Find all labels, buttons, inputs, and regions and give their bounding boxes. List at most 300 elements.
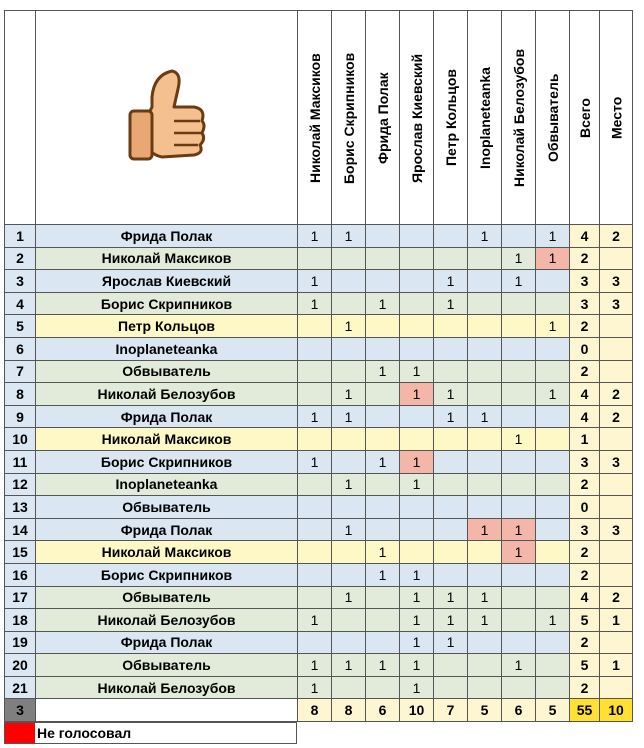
vote-cell [502, 337, 536, 360]
vote-cell: 1 [298, 225, 332, 248]
voter-header: Ярослав Киевский [400, 11, 434, 225]
table-row [5, 360, 633, 383]
footer-row [5, 699, 633, 722]
place-cell [600, 247, 633, 270]
vote-cell: 1 [434, 631, 468, 654]
vote-cell [332, 496, 366, 519]
vote-cell [366, 473, 400, 496]
footer-blank [36, 699, 298, 722]
vote-cell [298, 631, 332, 654]
vote-cell: 1 [332, 315, 366, 338]
vote-cell [434, 225, 468, 248]
legend [4, 722, 297, 744]
footer-number: 3 [5, 699, 36, 722]
participant-name: Николай Максиков [36, 247, 298, 270]
vote-cell: 1 [434, 383, 468, 406]
place-cell: 3 [600, 518, 633, 541]
vote-cell: 1 [536, 315, 570, 338]
vote-cell [366, 315, 400, 338]
vote-cell [468, 631, 502, 654]
vote-cell [502, 292, 536, 315]
table-row [5, 383, 633, 406]
vote-cell [298, 496, 332, 519]
vote-cell [468, 383, 502, 406]
participant-name: Ярослав Киевский [36, 270, 298, 293]
vote-cell [502, 563, 536, 586]
total-header: Всего [570, 11, 600, 225]
place-cell [600, 473, 633, 496]
vote-cell: 1 [434, 292, 468, 315]
voter-count: 5 [536, 699, 570, 722]
vote-cell [468, 473, 502, 496]
vote-cell: 1 [468, 225, 502, 248]
voter-header: Обвыватель [536, 11, 570, 225]
voter-header: Борис Скрипников [332, 11, 366, 225]
total-cell: 2 [570, 563, 600, 586]
vote-cell [434, 473, 468, 496]
voter-count: 7 [434, 699, 468, 722]
row-number: 13 [5, 496, 36, 519]
vote-cell: 1 [298, 450, 332, 473]
vote-cell [298, 337, 332, 360]
vote-cell: 1 [366, 541, 400, 564]
vote-cell: 1 [400, 631, 434, 654]
vote-cell: 1 [332, 586, 366, 609]
vote-cell [502, 450, 536, 473]
row-number: 18 [5, 609, 36, 632]
table-row [5, 518, 633, 541]
vote-cell [502, 676, 536, 699]
vote-cell [366, 518, 400, 541]
place-cell [600, 563, 633, 586]
participant-name: Николай Максиков [36, 541, 298, 564]
voter-count: 6 [366, 699, 400, 722]
participant-name: Николай Белозубов [36, 609, 298, 632]
vote-cell [536, 337, 570, 360]
voting-table [4, 10, 633, 722]
vote-cell [332, 428, 366, 451]
vote-cell: 1 [298, 676, 332, 699]
vote-cell: 1 [332, 473, 366, 496]
vote-cell: 1 [502, 518, 536, 541]
row-number: 19 [5, 631, 36, 654]
vote-cell: 1 [400, 360, 434, 383]
voter-header: Николай Белозубов [502, 11, 536, 225]
vote-cell [366, 496, 400, 519]
vote-cell [536, 631, 570, 654]
table-row [5, 631, 633, 654]
place-cell: 3 [600, 270, 633, 293]
vote-cell [332, 609, 366, 632]
place-cell: 3 [600, 450, 633, 473]
row-number: 10 [5, 428, 36, 451]
vote-cell: 1 [400, 563, 434, 586]
vote-cell [536, 654, 570, 677]
footer-place: 10 [600, 699, 633, 722]
participant-name: Николай Белозубов [36, 383, 298, 406]
vote-cell: 1 [400, 676, 434, 699]
vote-cell [366, 631, 400, 654]
row-number: 4 [5, 292, 36, 315]
table-row [5, 609, 633, 632]
vote-cell [434, 360, 468, 383]
vote-cell [332, 270, 366, 293]
vote-cell [536, 292, 570, 315]
vote-cell: 1 [468, 586, 502, 609]
vote-cell [298, 360, 332, 383]
total-cell: 1 [570, 428, 600, 451]
vote-cell [298, 563, 332, 586]
vote-cell [366, 586, 400, 609]
row-number: 16 [5, 563, 36, 586]
total-cell: 0 [570, 496, 600, 519]
vote-cell [502, 383, 536, 406]
vote-cell [434, 450, 468, 473]
vote-cell: 1 [332, 225, 366, 248]
vote-cell [536, 270, 570, 293]
total-cell: 4 [570, 586, 600, 609]
participant-name: Борис Скрипников [36, 450, 298, 473]
vote-cell [536, 518, 570, 541]
vote-cell [434, 654, 468, 677]
table-row [5, 225, 633, 248]
voter-header: Inoplaneteanka [468, 11, 502, 225]
place-cell: 1 [600, 609, 633, 632]
vote-cell: 1 [502, 270, 536, 293]
vote-cell: 1 [502, 654, 536, 677]
vote-cell [332, 563, 366, 586]
table-row [5, 654, 633, 677]
voter-header: Петр Кольцов [434, 11, 468, 225]
vote-cell: 1 [468, 518, 502, 541]
logo-cell [36, 11, 298, 225]
vote-cell [502, 360, 536, 383]
voter-count: 8 [298, 699, 332, 722]
vote-cell: 1 [400, 654, 434, 677]
vote-cell: 1 [434, 405, 468, 428]
participant-name: Inoplaneteanka [36, 473, 298, 496]
row-number: 6 [5, 337, 36, 360]
participant-name: Фрида Полак [36, 225, 298, 248]
vote-cell [468, 292, 502, 315]
vote-cell: 1 [332, 405, 366, 428]
table-row [5, 563, 633, 586]
total-cell: 2 [570, 315, 600, 338]
vote-cell [366, 609, 400, 632]
vote-cell [468, 654, 502, 677]
vote-cell: 1 [536, 383, 570, 406]
vote-cell: 1 [366, 360, 400, 383]
vote-cell [298, 473, 332, 496]
vote-cell [400, 315, 434, 338]
vote-cell: 1 [366, 654, 400, 677]
vote-cell [400, 225, 434, 248]
row-number: 5 [5, 315, 36, 338]
vote-cell [536, 496, 570, 519]
vote-cell [400, 292, 434, 315]
vote-cell [332, 631, 366, 654]
vote-cell [332, 450, 366, 473]
vote-cell [468, 676, 502, 699]
participant-name: Обвыватель [36, 360, 298, 383]
legend-label: Не голосовал [37, 725, 132, 741]
table-row [5, 428, 633, 451]
vote-cell [502, 496, 536, 519]
row-number: 7 [5, 360, 36, 383]
place-cell: 1 [600, 654, 633, 677]
place-cell [600, 315, 633, 338]
vote-cell: 1 [366, 450, 400, 473]
vote-cell [298, 541, 332, 564]
vote-cell [468, 270, 502, 293]
vote-cell: 1 [400, 383, 434, 406]
place-cell [600, 360, 633, 383]
table-row [5, 247, 633, 270]
table-row [5, 315, 633, 338]
vote-cell [502, 405, 536, 428]
vote-cell: 1 [298, 270, 332, 293]
vote-cell: 1 [298, 654, 332, 677]
thumbs-up-icon [122, 67, 212, 167]
vote-cell [366, 337, 400, 360]
vote-cell: 1 [536, 225, 570, 248]
vote-cell [298, 383, 332, 406]
voter-count: 10 [400, 699, 434, 722]
table-row [5, 541, 633, 564]
vote-cell [366, 405, 400, 428]
total-cell: 2 [570, 541, 600, 564]
vote-cell [366, 247, 400, 270]
vote-cell [366, 428, 400, 451]
row-number: 1 [5, 225, 36, 248]
row-number: 14 [5, 518, 36, 541]
vote-cell: 1 [298, 609, 332, 632]
place-cell: 2 [600, 383, 633, 406]
vote-cell [536, 473, 570, 496]
row-number: 3 [5, 270, 36, 293]
place-cell [600, 496, 633, 519]
participant-name: Обвыватель [36, 496, 298, 519]
vote-cell: 1 [366, 292, 400, 315]
place-cell: 2 [600, 405, 633, 428]
vote-cell [502, 473, 536, 496]
vote-cell: 1 [332, 518, 366, 541]
place-cell: 2 [600, 225, 633, 248]
vote-cell [468, 541, 502, 564]
vote-cell [502, 225, 536, 248]
vote-cell [468, 450, 502, 473]
vote-cell [468, 315, 502, 338]
vote-cell: 1 [502, 428, 536, 451]
participant-name: Фрида Полак [36, 405, 298, 428]
vote-cell: 1 [434, 270, 468, 293]
vote-cell [332, 292, 366, 315]
vote-cell: 1 [536, 247, 570, 270]
total-cell: 2 [570, 360, 600, 383]
place-cell [600, 631, 633, 654]
vote-cell [434, 563, 468, 586]
table-row [5, 292, 633, 315]
vote-cell [536, 541, 570, 564]
vote-cell: 1 [434, 609, 468, 632]
row-number: 2 [5, 247, 36, 270]
participant-name: Петр Кольцов [36, 315, 298, 338]
vote-cell [434, 315, 468, 338]
vote-cell [366, 270, 400, 293]
row-number: 9 [5, 405, 36, 428]
voter-count: 5 [468, 699, 502, 722]
participant-name: Обвыватель [36, 654, 298, 677]
vote-cell [400, 337, 434, 360]
vote-cell [298, 518, 332, 541]
place-cell [600, 337, 633, 360]
vote-cell [366, 383, 400, 406]
vote-cell [536, 450, 570, 473]
vote-cell: 1 [400, 586, 434, 609]
voter-header: Фрида Полак [366, 11, 400, 225]
total-cell: 2 [570, 631, 600, 654]
vote-cell [468, 247, 502, 270]
total-cell: 2 [570, 473, 600, 496]
total-cell: 4 [570, 383, 600, 406]
total-cell: 3 [570, 292, 600, 315]
participant-name: Николай Белозубов [36, 676, 298, 699]
vote-cell [400, 518, 434, 541]
participant-name: Inoplaneteanka [36, 337, 298, 360]
vote-cell [400, 541, 434, 564]
vote-cell [536, 360, 570, 383]
vote-cell: 1 [502, 541, 536, 564]
vote-cell: 1 [366, 563, 400, 586]
vote-cell [468, 337, 502, 360]
vote-cell [332, 541, 366, 564]
vote-cell [502, 586, 536, 609]
grand-total: 55 [570, 699, 600, 722]
participant-name: Обвыватель [36, 586, 298, 609]
vote-cell [434, 247, 468, 270]
place-cell [600, 428, 633, 451]
not-voted-swatch [5, 723, 35, 743]
total-cell: 0 [570, 337, 600, 360]
table-row [5, 405, 633, 428]
place-cell [600, 541, 633, 564]
vote-cell [298, 428, 332, 451]
corner-cell [5, 11, 36, 225]
total-cell: 3 [570, 270, 600, 293]
total-cell: 2 [570, 247, 600, 270]
place-header: Место [600, 11, 633, 225]
vote-cell [434, 518, 468, 541]
table-row [5, 473, 633, 496]
row-number: 21 [5, 676, 36, 699]
row-number: 17 [5, 586, 36, 609]
row-number: 15 [5, 541, 36, 564]
vote-cell [298, 586, 332, 609]
participant-name: Борис Скрипников [36, 292, 298, 315]
vote-cell [298, 247, 332, 270]
table-row [5, 270, 633, 293]
vote-cell [434, 496, 468, 519]
voter-header: Николай Максиков [298, 11, 332, 225]
total-cell: 5 [570, 609, 600, 632]
vote-cell [536, 405, 570, 428]
total-cell: 5 [570, 654, 600, 677]
place-cell: 3 [600, 292, 633, 315]
table-row [5, 586, 633, 609]
vote-cell [400, 405, 434, 428]
vote-cell [434, 428, 468, 451]
total-cell: 3 [570, 450, 600, 473]
vote-cell [502, 609, 536, 632]
vote-cell [400, 247, 434, 270]
voter-count: 6 [502, 699, 536, 722]
vote-cell [400, 428, 434, 451]
row-number: 12 [5, 473, 36, 496]
vote-cell: 1 [298, 292, 332, 315]
vote-cell [366, 225, 400, 248]
vote-cell: 1 [332, 383, 366, 406]
participant-name: Николай Максиков [36, 428, 298, 451]
place-cell [600, 676, 633, 699]
total-cell: 2 [570, 676, 600, 699]
vote-cell [332, 337, 366, 360]
vote-cell [536, 586, 570, 609]
vote-cell [400, 270, 434, 293]
vote-cell: 1 [468, 609, 502, 632]
row-number: 20 [5, 654, 36, 677]
vote-cell [434, 541, 468, 564]
vote-cell: 1 [536, 609, 570, 632]
vote-cell [468, 563, 502, 586]
total-cell: 4 [570, 225, 600, 248]
vote-cell [434, 676, 468, 699]
vote-cell [536, 676, 570, 699]
place-cell: 2 [600, 586, 633, 609]
vote-cell [332, 676, 366, 699]
participant-name: Борис Скрипников [36, 563, 298, 586]
vote-cell: 1 [400, 450, 434, 473]
table-row [5, 450, 633, 473]
vote-cell [400, 496, 434, 519]
vote-cell: 1 [400, 609, 434, 632]
vote-cell [332, 247, 366, 270]
total-cell: 3 [570, 518, 600, 541]
total-cell: 4 [570, 405, 600, 428]
participant-name: Фрида Полак [36, 631, 298, 654]
vote-cell [332, 360, 366, 383]
participant-name: Фрида Полак [36, 518, 298, 541]
vote-cell [468, 428, 502, 451]
vote-cell [366, 676, 400, 699]
table-row [5, 496, 633, 519]
vote-cell [468, 360, 502, 383]
vote-cell [434, 337, 468, 360]
row-number: 11 [5, 450, 36, 473]
vote-cell: 1 [502, 247, 536, 270]
vote-cell [536, 563, 570, 586]
vote-cell: 1 [332, 654, 366, 677]
vote-cell: 1 [400, 473, 434, 496]
table-row [5, 337, 633, 360]
row-number: 8 [5, 383, 36, 406]
vote-cell: 1 [298, 405, 332, 428]
vote-cell [502, 631, 536, 654]
voter-count: 8 [332, 699, 366, 722]
vote-cell [298, 315, 332, 338]
vote-cell [468, 496, 502, 519]
vote-cell: 1 [434, 586, 468, 609]
header-row [5, 11, 633, 225]
